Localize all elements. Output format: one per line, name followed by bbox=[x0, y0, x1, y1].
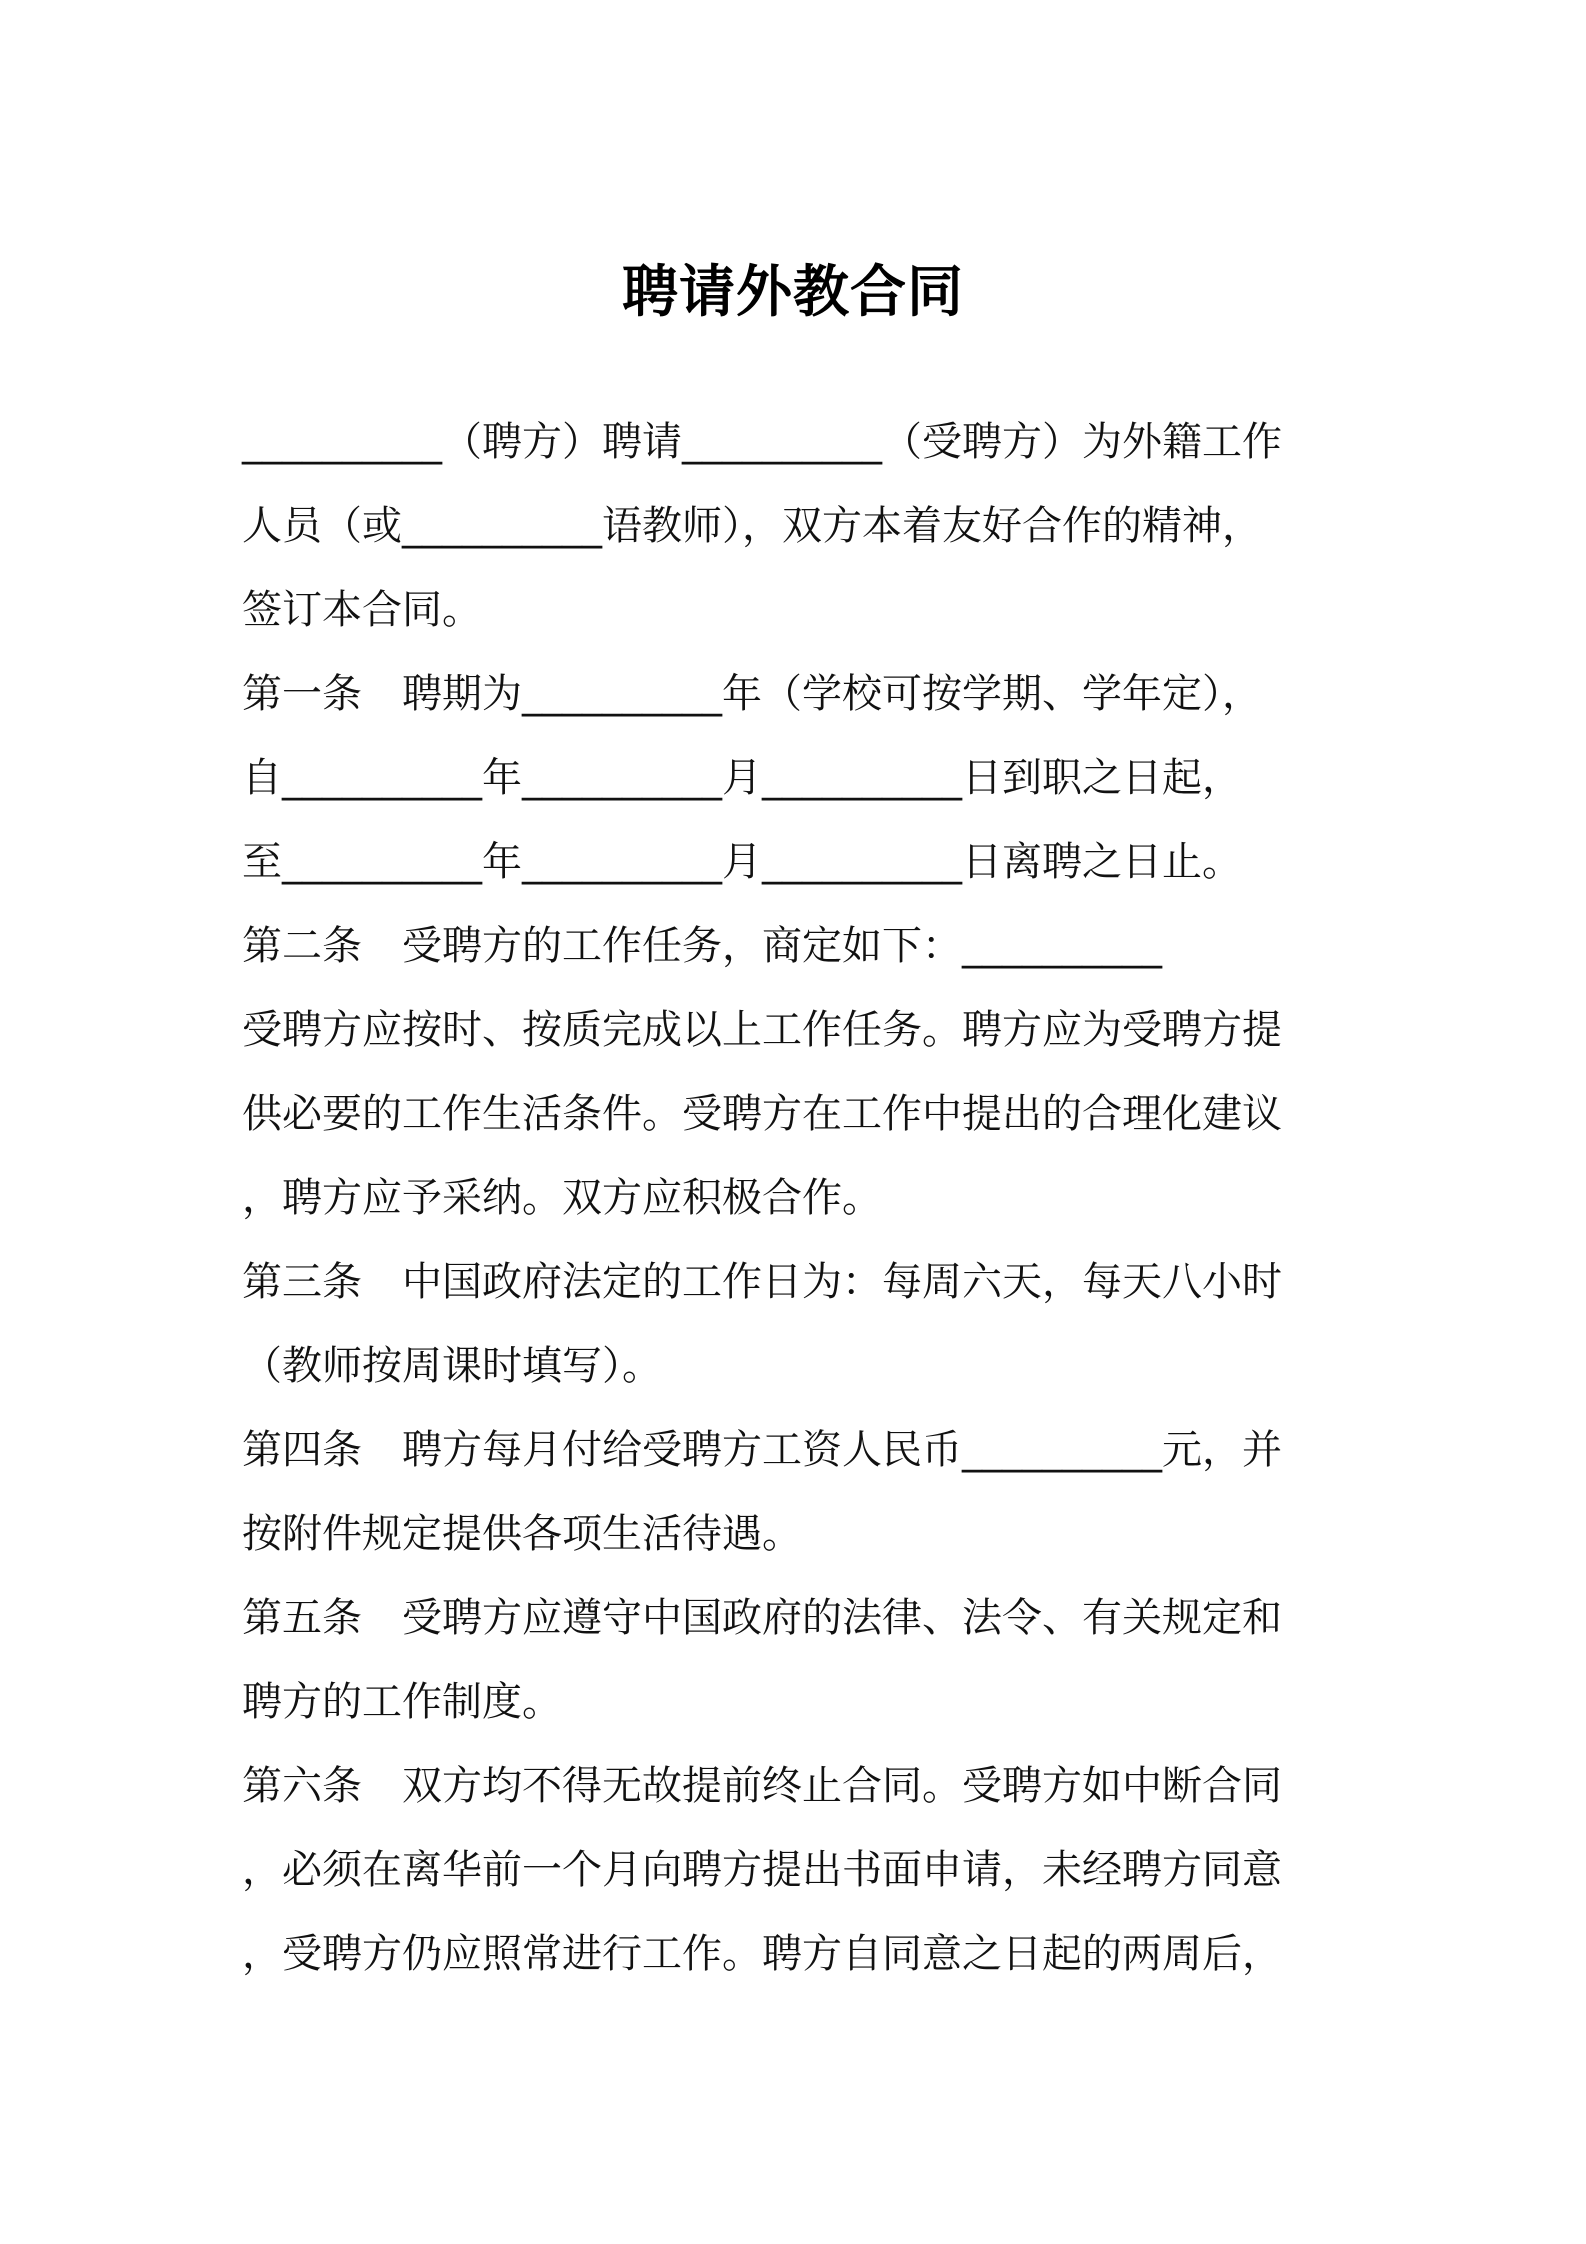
text-line: 按附件规定提供各项生活待遇。 bbox=[242, 1511, 802, 1557]
text-line: ，必须在离华前一个月向聘方提出书面申请，未经聘方同意 bbox=[242, 1847, 1282, 1893]
article-4-line: 第四条 聘方每月付给受聘方工资人民币__________元，并 bbox=[242, 1427, 1282, 1473]
text-line: 自__________年__________月__________日到职之日起， bbox=[242, 755, 1242, 801]
article-6-line: 第六条 双方均不得无故提前终止合同。受聘方如中断合同 bbox=[242, 1763, 1282, 1809]
text-line: ，受聘方仍应照常进行工作。聘方自同意之日起的两周后， bbox=[242, 1931, 1282, 1977]
article-1-line: 第一条 聘期为__________年（学校可按学期、学年定）， bbox=[242, 671, 1262, 717]
article-5-line: 第五条 受聘方应遵守中国政府的法律、法令、有关规定和 bbox=[242, 1595, 1282, 1641]
text-line: __________（聘方）聘请__________（受聘方）为外籍工作 bbox=[242, 419, 1282, 465]
text-line: 至__________年__________月__________日离聘之日止。 bbox=[242, 839, 1242, 885]
article-2-line: 第二条 受聘方的工作任务，商定如下：__________ bbox=[242, 923, 1162, 969]
document-title: 聘请外教合同 bbox=[622, 260, 964, 325]
article-3-line: 第三条 中国政府法定的工作日为：每周六天，每天八小时 bbox=[242, 1259, 1282, 1305]
text-line: 供必要的工作生活条件。受聘方在工作中提出的合理化建议 bbox=[242, 1091, 1282, 1137]
text-line: 受聘方应按时、按质完成以上工作任务。聘方应为受聘方提 bbox=[242, 1007, 1282, 1053]
text-line: （教师按周课时填写）。 bbox=[242, 1343, 662, 1389]
text-line: 聘方的工作制度。 bbox=[242, 1679, 562, 1725]
text-line: 签订本合同。 bbox=[242, 587, 482, 633]
text-line: ，聘方应予采纳。双方应积极合作。 bbox=[242, 1175, 882, 1221]
text-line: 人员（或__________语教师），双方本着友好合作的精神， bbox=[242, 503, 1262, 549]
document-body bbox=[242, 400, 1352, 1996]
